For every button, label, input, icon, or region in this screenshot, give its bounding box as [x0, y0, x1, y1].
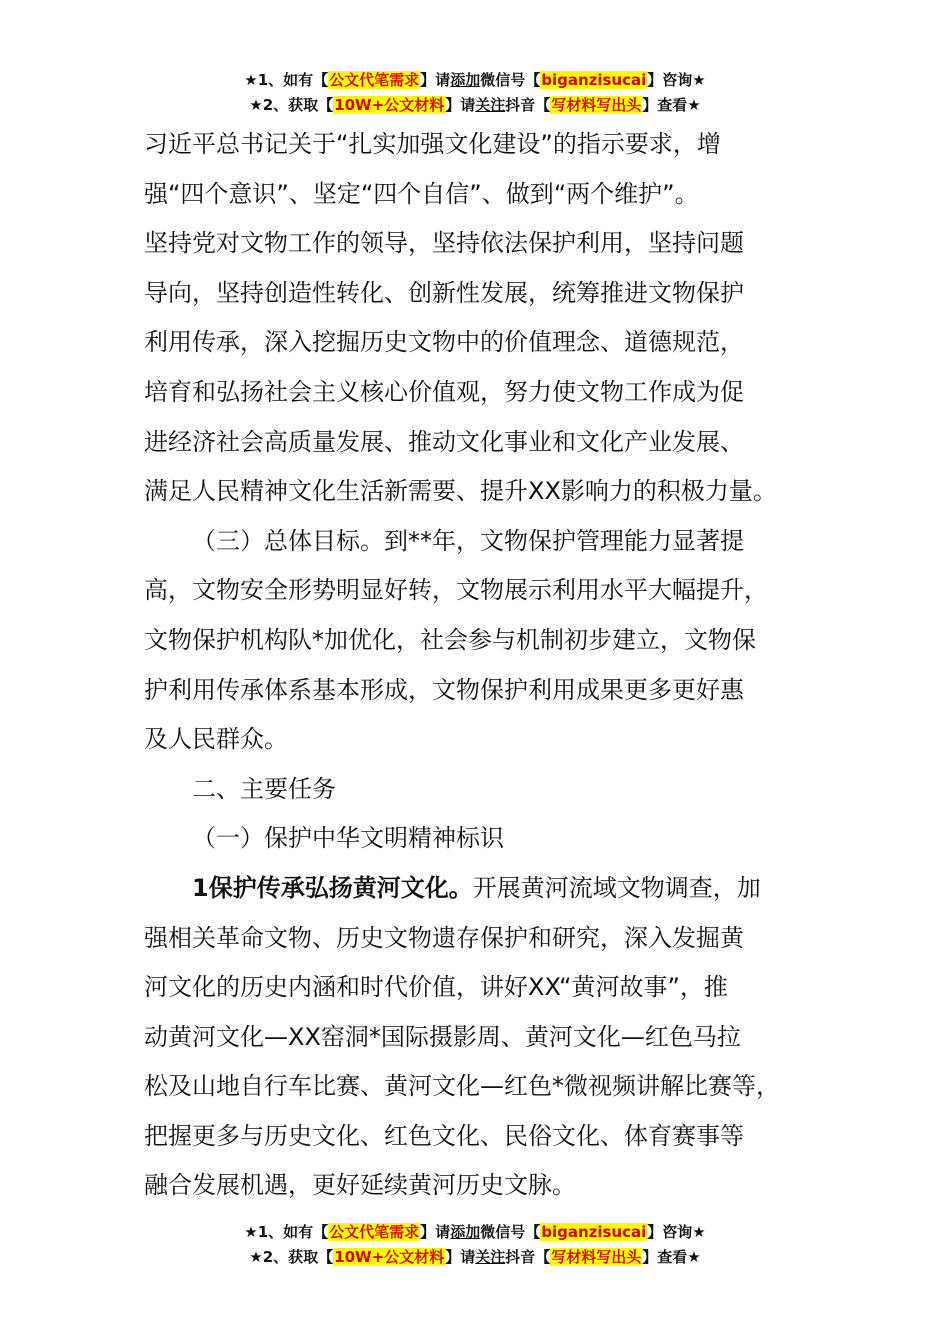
- section-heading: 二、主要任务: [192, 774, 336, 803]
- banner-douyin-id: 写材料写出头: [551, 1248, 642, 1266]
- banner-text: 】请: [445, 96, 476, 114]
- paragraph-line: 强相关革命文物、历史文物遗存保护和研究，深入发掘黄: [144, 923, 744, 952]
- banner-row-2: [0, 93, 950, 118]
- banner-underline: 关注: [475, 96, 506, 114]
- banner-underline: 添加: [450, 71, 481, 89]
- banner-text: ★2、获取【: [249, 1248, 334, 1266]
- paragraph-line: 高，文物安全形势明显好转，文物展示利用水平大幅提升，: [144, 576, 768, 605]
- banner-highlight: 10W+公文材料: [334, 96, 445, 114]
- paragraph-line: 文物保护机构队*加优化，社会参与机制初步建立，文物保: [144, 625, 756, 654]
- header-banner: [0, 68, 950, 118]
- banner-text: 】咨询★: [647, 1223, 706, 1241]
- banner-wechat-id: biganzisucai: [541, 1223, 647, 1241]
- item-text: 开展黄河流域文物调查，加: [472, 873, 761, 902]
- paragraph-line: 动黄河文化—XX窑洞*国际摄影周、黄河文化—红色马拉: [144, 1022, 741, 1051]
- banner-text: 抖音【: [505, 1248, 551, 1266]
- banner-text: 微信号【: [480, 71, 541, 89]
- banner-wechat-id: biganzisucai: [541, 71, 647, 89]
- banner-text: 微信号【: [480, 1223, 541, 1241]
- banner-highlight: 公文代笔需求: [329, 1223, 420, 1241]
- banner-text: 】请: [420, 1223, 451, 1241]
- banner-text: 】请: [420, 71, 451, 89]
- banner-douyin-id: 写材料写出头: [551, 96, 642, 114]
- subsection-heading: （一）保护中华文明精神标识: [192, 824, 504, 853]
- paragraph-line: 融合发展机遇，更好延续黄河历史文脉。: [144, 1171, 576, 1200]
- paragraph-line: 强“四个意识”、坚定“四个自信”、做到“两个维护”。: [144, 179, 699, 208]
- paragraph-line: 护利用传承体系基本形成，文物保护利用成果更多更好惠: [144, 675, 744, 704]
- banner-text: 】查看★: [642, 96, 701, 114]
- paragraph-line: 把握更多与历史文化、红色文化、民俗文化、体育赛事等: [144, 1121, 744, 1150]
- banner-highlight: 10W+公文材料: [334, 1248, 445, 1266]
- banner-text: 抖音【: [505, 96, 551, 114]
- banner-text: ★1、如有【: [244, 1223, 329, 1241]
- banner-row-1: [0, 1220, 950, 1245]
- banner-highlight: 公文代笔需求: [329, 71, 420, 89]
- document-body: [144, 120, 834, 1211]
- paragraph-line: 导向，坚持创造性转化、创新性发展，统筹推进文物保护: [144, 278, 744, 307]
- banner-row-2: [0, 1245, 950, 1270]
- paragraph-line: [144, 864, 834, 914]
- banner-text: ★1、如有【: [244, 71, 329, 89]
- paragraph-line: 坚持党对文物工作的领导，坚持依法保护利用，坚持问题: [144, 229, 744, 258]
- banner-text: ★2、获取【: [249, 96, 334, 114]
- paragraph-line: 进经济社会高质量发展、推动文化事业和文化产业发展、: [144, 427, 744, 456]
- paragraph-line: 培育和弘扬社会主义核心价值观，努力使文物工作成为促: [144, 377, 744, 406]
- banner-underline: 关注: [475, 1248, 506, 1266]
- overall-goal-heading: （三）总体目标。到**年，文物保护管理能力显著提: [192, 526, 744, 555]
- paragraph-line: 利用传承，深入挖掘历史文物中的价值理念、道德规范，: [144, 328, 744, 357]
- paragraph-line: 松及山地自行车比赛、黄河文化—红色*微视频讲解比赛等，: [144, 1072, 780, 1101]
- footer-banner: [0, 1220, 950, 1270]
- paragraph-line: 河文化的历史内涵和时代价值，讲好XX“黄河故事”，推: [144, 973, 728, 1002]
- banner-text: 】咨询★: [647, 71, 706, 89]
- paragraph-line: 习近平总书记关于“扎实加强文化建设”的指示要求，增: [144, 130, 721, 158]
- paragraph-line: 满足人民精神文化生活新需要、提升XX影响力的积极力量。: [144, 477, 777, 506]
- banner-underline: 添加: [450, 1223, 481, 1241]
- banner-text: 】请: [445, 1248, 476, 1266]
- item-heading: 1保护传承弘扬黄河文化。: [192, 873, 473, 902]
- banner-text: 】查看★: [642, 1248, 701, 1266]
- paragraph-line: 及人民群众。: [144, 725, 288, 754]
- banner-row-1: [0, 68, 950, 93]
